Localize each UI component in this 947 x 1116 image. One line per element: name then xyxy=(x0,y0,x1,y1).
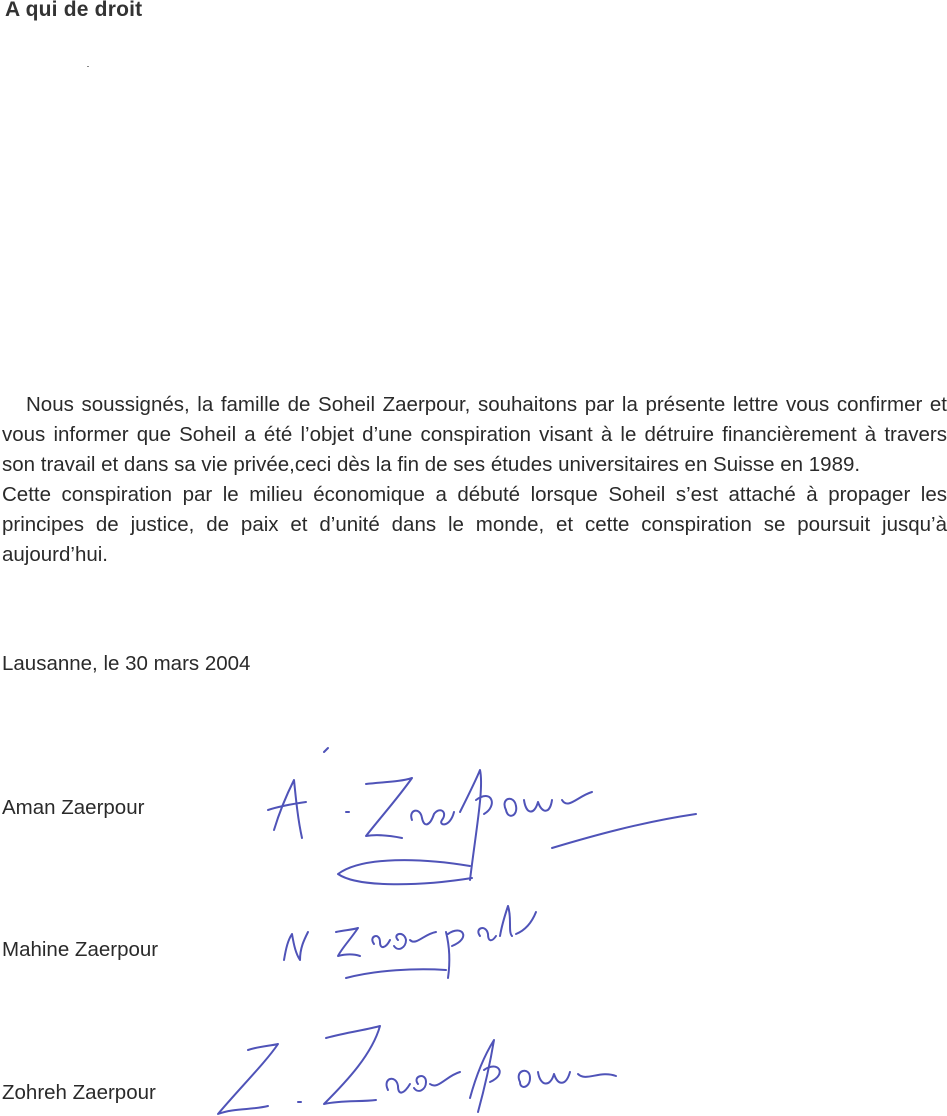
signature-aman xyxy=(262,740,702,890)
signatory-name-aman: Aman Zaerpour xyxy=(2,796,145,819)
place-and-date: Lausanne, le 30 mars 2004 xyxy=(2,652,251,675)
letter-body xyxy=(2,390,947,570)
signatory-name-mahine: Mahine Zaerpour xyxy=(2,938,159,961)
body-paragraph-1: Nous soussignés, la famille de Soheil Zaerpour, souhaitons par la présente lettre vous confirmer et vous informer que Soheil a été l’objet d’une conspiration visant à le détruire financièrement à travers son travail et dans sa vie privée,ceci dès la fin de ses études universitaires en Suisse en 1989. xyxy=(2,393,947,476)
scan-speck xyxy=(87,66,89,67)
signature-mahine xyxy=(276,888,546,983)
signatory-name-zohreh: Zohreh Zaerpour xyxy=(2,1081,156,1104)
signature-zohreh xyxy=(208,1020,628,1116)
salutation: A qui de droit xyxy=(5,0,143,21)
body-paragraph-2: Cette conspiration par le milieu économique a débuté lorsque Soheil s’est attaché à propager les principes de justice, de paix et d’unité dans le monde, et cette conspiration se poursuit jusqu’à aujourd’hui. xyxy=(2,483,947,566)
